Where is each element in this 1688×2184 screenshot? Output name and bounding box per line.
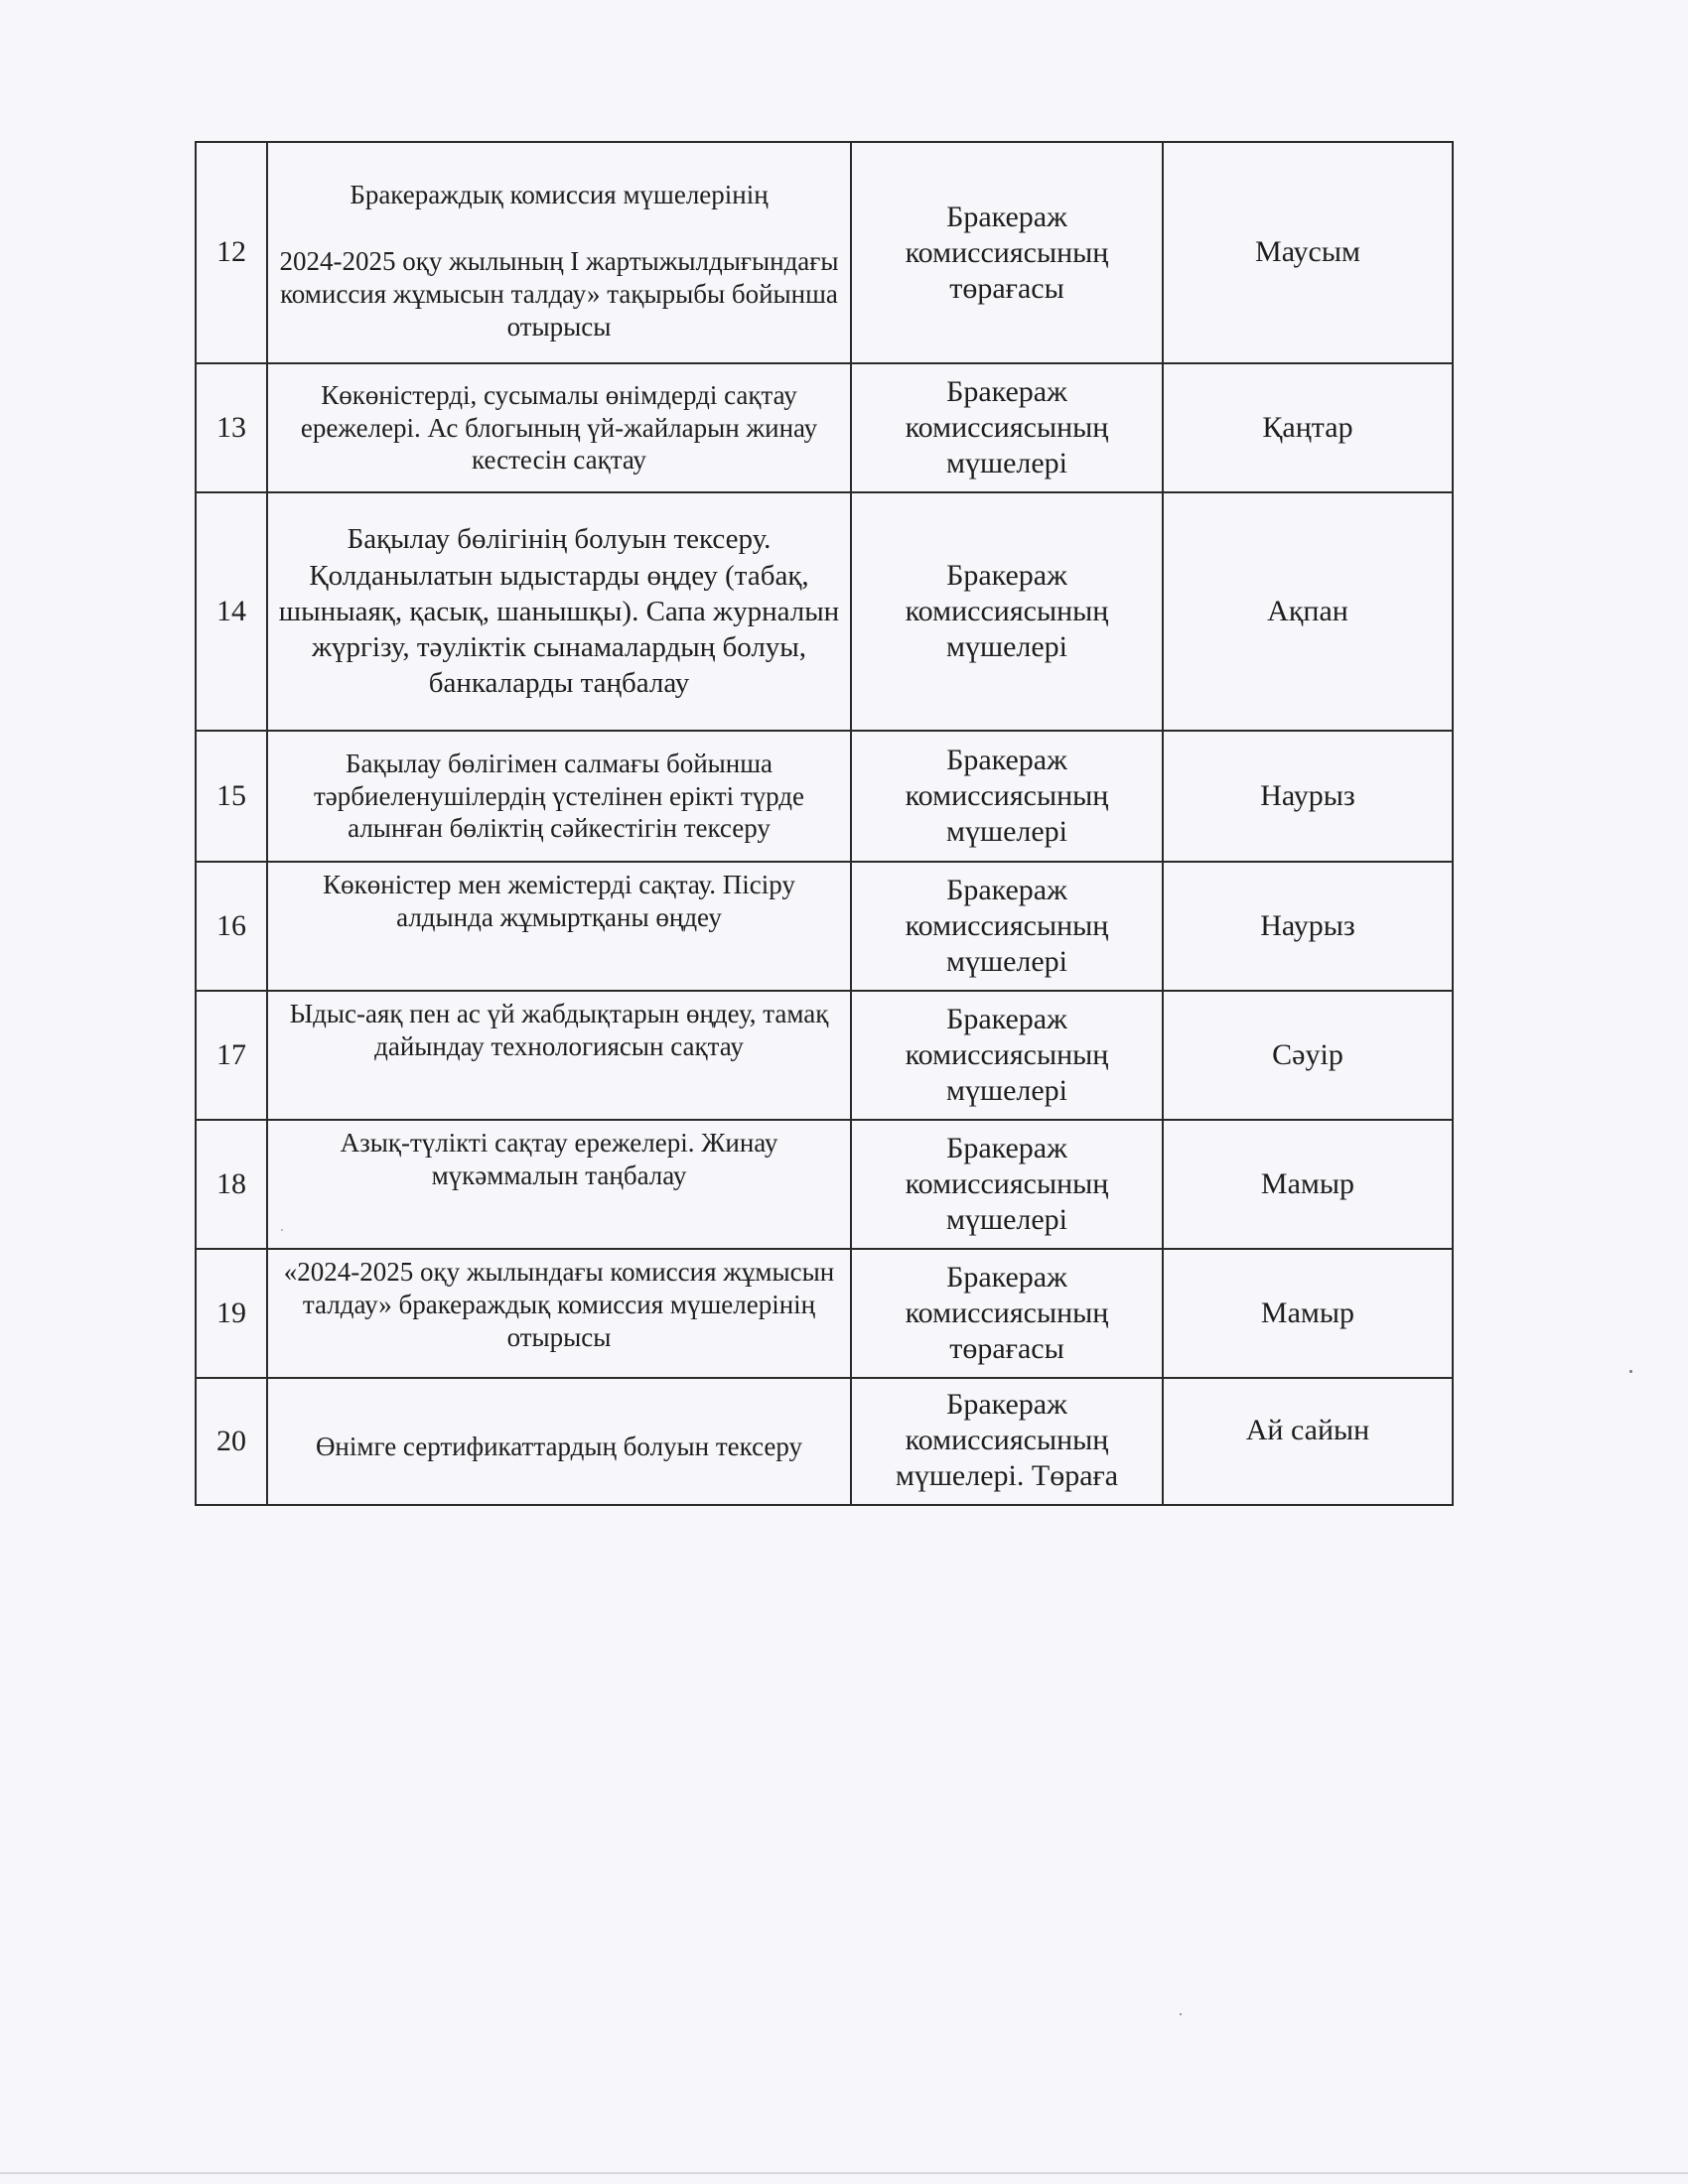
row-responsible: Бракераж комиссиясының төрағасы bbox=[851, 142, 1163, 363]
row-responsible: Бракераж комиссиясының төрағасы bbox=[851, 1249, 1163, 1378]
row-topic: Ыдыс-аяқ пен ас үй жабдықтарын өңдеу, тамақ дайындау технологиясын сақтау bbox=[267, 991, 851, 1120]
row-topic bbox=[267, 142, 851, 363]
plan-table bbox=[195, 141, 1454, 1506]
row-deadline: Мамыр bbox=[1163, 1120, 1453, 1249]
row-responsible: Бракераж комиссиясының мүшелері bbox=[851, 363, 1163, 492]
row-responsible: Бракераж комиссиясының мүшелері bbox=[851, 1120, 1163, 1249]
row-deadline: Сәуір bbox=[1163, 991, 1453, 1120]
row-topic-line: 2024-2025 оқу жылының І жартыжылдығындағы комиссия жұмысын талдау» тақырыбы бойынша отырысы bbox=[279, 245, 839, 341]
row-topic: Көкөністерді, сусымалы өнімдерді сақтау ережелері. Ас блогының үй-жайларын жинау кестесін сақтау bbox=[267, 363, 851, 492]
row-number: 12 bbox=[196, 142, 267, 363]
row-number: 19 bbox=[196, 1249, 267, 1378]
row-deadline: Ақпан bbox=[1163, 492, 1453, 731]
row-deadline: Ай сайын bbox=[1163, 1378, 1453, 1505]
row-deadline: Қаңтар bbox=[1163, 363, 1453, 492]
row-number: 16 bbox=[196, 862, 267, 991]
scan-speck bbox=[1180, 2013, 1182, 2015]
row-responsible: Бракераж комиссиясының мүшелері bbox=[851, 731, 1163, 862]
row-responsible: Бракераж комиссиясының мүшелері bbox=[851, 991, 1163, 1120]
row-deadline: Наурыз bbox=[1163, 731, 1453, 862]
row-number: 17 bbox=[196, 991, 267, 1120]
row-responsible: Бракераж комиссиясының мүшелері bbox=[851, 862, 1163, 991]
row-topic: Көкөністер мен жемістерді сақтау. Пісіру алдында жұмыртқаны өңдеу bbox=[267, 862, 851, 991]
row-topic-line: Бракераждық комиссия мүшелерінің bbox=[350, 180, 769, 209]
table-row bbox=[196, 731, 1453, 862]
table-row bbox=[196, 991, 1453, 1120]
row-topic: Өнімге сертификаттардың болуын тексеру bbox=[267, 1378, 851, 1505]
table-row bbox=[196, 862, 1453, 991]
scan-speck bbox=[281, 1229, 283, 1231]
row-number: 13 bbox=[196, 363, 267, 492]
row-deadline: Маусым bbox=[1163, 142, 1453, 363]
row-number: 20 bbox=[196, 1378, 267, 1505]
row-number: 15 bbox=[196, 731, 267, 862]
row-topic: Бақылау бөлігімен салмағы бойынша тәрбиеленушілердің үстелінен ерікті түрде алынған бөліктің сәйкестігін тексеру bbox=[267, 731, 851, 862]
row-deadline: Мамыр bbox=[1163, 1249, 1453, 1378]
row-topic: Бақылау бөлігінің болуын тексеру. Қолданылатын ыдыстарды өңдеу (табақ, шыныаяқ, қасық, шанышқы). Сапа журналын жүргізу, тәуліктік сынамалардың болуы, банкаларды таңбалау bbox=[267, 492, 851, 731]
row-responsible: Бракераж комиссиясының мүшелері bbox=[851, 492, 1163, 731]
table-row bbox=[196, 142, 1453, 363]
row-topic: «2024-2025 оқу жылындағы комиссия жұмысын талдау» бракераждық комиссия мүшелерінің отырысы bbox=[267, 1249, 851, 1378]
row-number: 18 bbox=[196, 1120, 267, 1249]
table-row bbox=[196, 363, 1453, 492]
row-topic: Азық-түлікті сақтау ережелері. Жинау мүкәммалын таңбалау bbox=[267, 1120, 851, 1249]
table-row bbox=[196, 1249, 1453, 1378]
table-row bbox=[196, 1378, 1453, 1505]
table-row bbox=[196, 492, 1453, 731]
row-number: 14 bbox=[196, 492, 267, 731]
scan-edge bbox=[0, 2172, 1688, 2174]
table-row bbox=[196, 1120, 1453, 1249]
row-deadline: Наурыз bbox=[1163, 862, 1453, 991]
scan-speck bbox=[1629, 1370, 1632, 1373]
row-responsible: Бракераж комиссиясының мүшелері. Төраға bbox=[851, 1378, 1163, 1505]
